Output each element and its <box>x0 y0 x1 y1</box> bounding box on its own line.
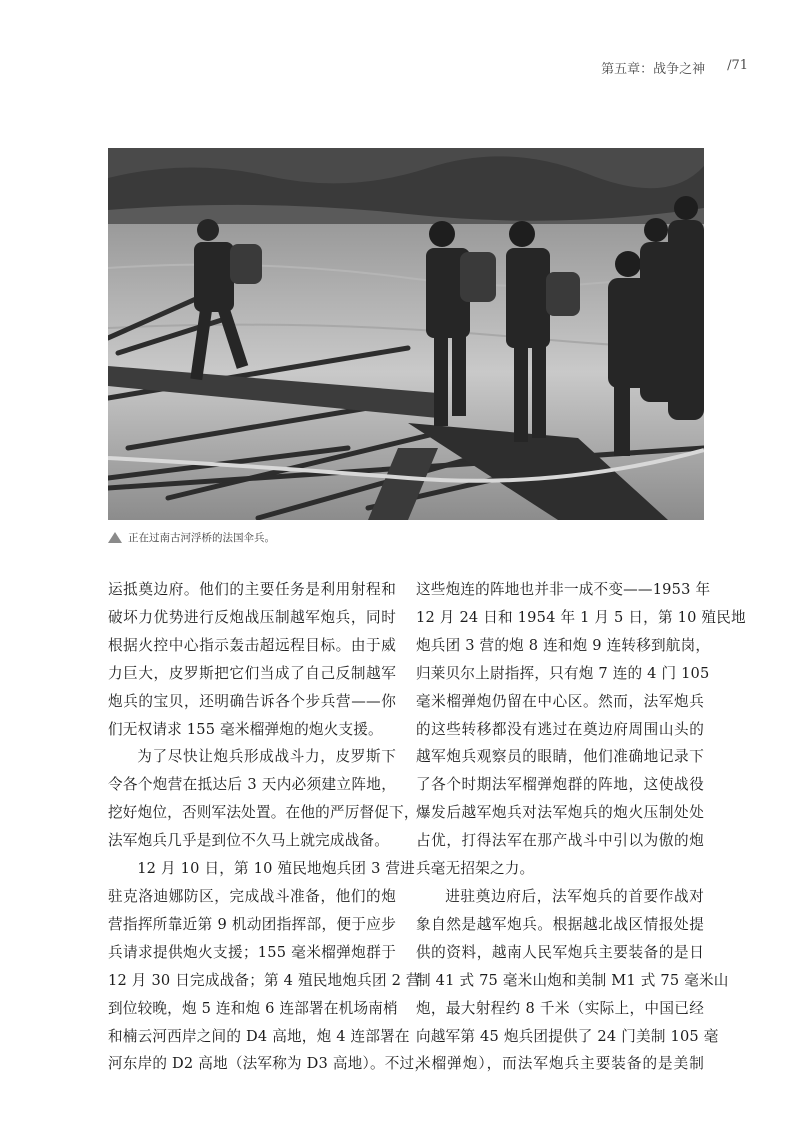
page-number: /71 <box>727 58 748 73</box>
text-line: 越军炮兵观察员的眼睛，他们准确地记录下 <box>416 748 704 766</box>
body-text-right-column <box>416 576 746 1078</box>
text-line: 米榴弹炮），而法军炮兵主要装备的是美制 <box>416 1055 704 1073</box>
text-line: 12 月 30 日完成战备；第 4 殖民地炮兵团 2 营 <box>108 971 421 989</box>
text-line: 破坏力优势进行反炮战压制越军炮兵，同时 <box>108 608 396 626</box>
text-line: 归莱贝尔上尉指挥，只有炮 7 连的 4 门 105 <box>416 664 710 682</box>
text-line: 制 41 式 75 毫米山炮和美制 M1 式 75 毫米山 <box>416 971 729 989</box>
text-line: 兵请求提供炮火支援；155 毫米榴弹炮群于 <box>108 943 396 961</box>
text-line: 炮兵的宝贝，还明确告诉各个步兵营——你 <box>108 692 396 710</box>
photo-soldiers-crossing-bridge <box>108 148 704 520</box>
text-line: 为了尽快让炮兵形成战斗力，皮罗斯下 <box>137 748 396 766</box>
text-line: 法军炮兵几乎是到位不久马上就完成战备。 <box>108 832 390 850</box>
text-line: 挖好炮位，否则军法处置。在他的严厉督促下， <box>108 804 419 822</box>
text-line: 了各个时期法军榴弹炮群的阵地，这使战役 <box>416 776 704 794</box>
caption-triangle-icon <box>108 532 122 543</box>
figure-caption <box>108 530 275 545</box>
text-line: 和楠云河西岸之间的 D4 高地，炮 4 连部署在 <box>108 1027 410 1045</box>
text-line: 占优，打得法军在那产战斗中引以为傲的炮 <box>416 832 704 850</box>
text-line: 供的资料，越南人民军炮兵主要装备的是日 <box>416 943 704 961</box>
text-line: 兵毫无招架之力。 <box>416 860 535 878</box>
text-line: 炮兵团 3 营的炮 8 连和炮 9 连转移到航岗， <box>416 636 711 654</box>
text-line: 令各个炮营在抵达后 3 天内必须建立阵地， <box>108 776 396 794</box>
text-line: 运抵奠边府。他们的主要任务是利用射程和 <box>108 581 396 598</box>
caption-text: 正在过南古河浮桥的法国伞兵。 <box>128 532 275 544</box>
text-line: 爆发后越军炮兵对法军炮兵的炮火压制处处 <box>416 804 704 822</box>
text-line: 的这些转移都没有逃过在奠边府周围山头的 <box>416 720 704 738</box>
text-line: 到位较晚，炮 5 连和炮 6 连部署在机场南梢 <box>108 999 398 1017</box>
chapter-title: 第五章：战争之神 <box>601 62 706 77</box>
text-line: 河东岸的 D2 高地（法军称为 D3 高地）。不过， <box>108 1055 430 1073</box>
text-line: 营指挥所靠近第 9 机动团指挥部，便于应步 <box>108 915 396 933</box>
text-line: 毫米榴弹炮仍留在中心区。然而，法军炮兵 <box>416 692 704 710</box>
text-line: 向越军第 45 炮兵团提供了 24 门美制 105 毫 <box>416 1027 719 1045</box>
text-line: 们无权请求 155 毫米榴弹炮的炮火支援。 <box>108 720 383 738</box>
text-line: 根据火控中心指示轰击超远程目标。由于威 <box>108 636 396 654</box>
text-line: 12 月 24 日和 1954 年 1 月 5 日，第 10 殖民地 <box>416 608 746 626</box>
body-text-left-column <box>108 576 430 1078</box>
running-header <box>601 58 748 77</box>
text-line: 12 月 10 日，第 10 殖民地炮兵团 3 营进 <box>137 860 415 878</box>
text-line: 进驻奠边府后，法军炮兵的首要作战对 <box>445 887 704 905</box>
text-line: 象自然是越军炮兵。根据越北战区情报处提 <box>416 915 704 933</box>
text-line: 这些炮连的阵地也并非一成不变——1953 年 <box>416 581 711 598</box>
text-line: 炮，最大射程约 8 千米（实际上，中国已经 <box>416 999 704 1017</box>
text-line: 力巨大，皮罗斯把它们当成了自己反制越军 <box>108 664 396 682</box>
text-line: 驻克洛迪娜防区，完成战斗准备，他们的炮 <box>108 887 396 905</box>
